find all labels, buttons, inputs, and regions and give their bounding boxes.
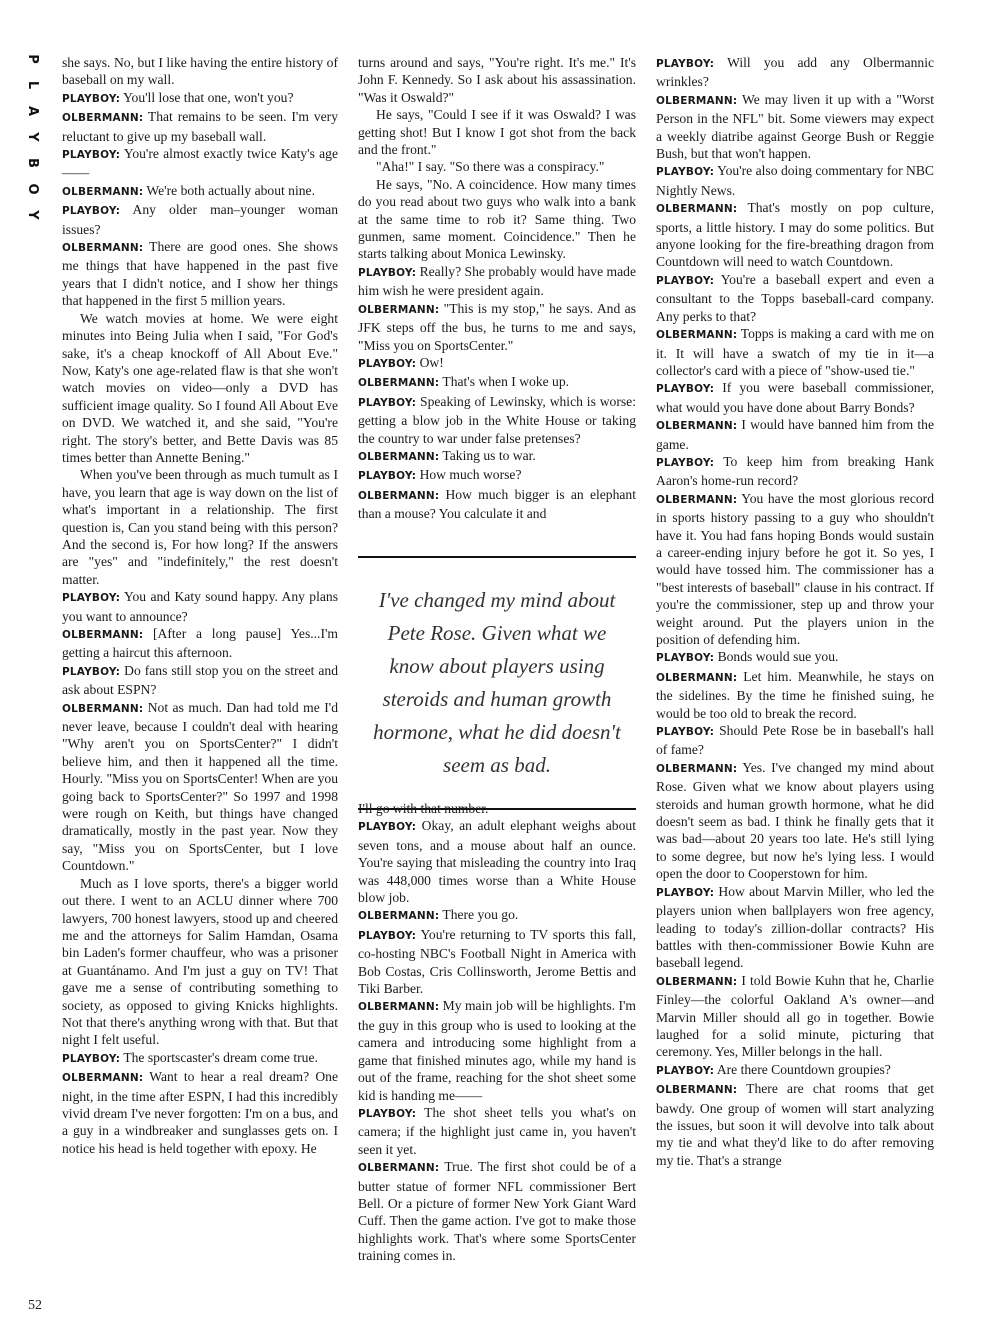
brand-letter: O — [25, 183, 40, 195]
paragraph — [358, 176, 636, 263]
paragraph — [358, 373, 636, 392]
paragraph-text: Ow! — [419, 354, 444, 370]
paragraph-text: When you've been through as much tumult as I have, you learn that age is way down on the list of what's important in a relationship. The first question is, Can you stand being with this person? And the second is, For how long? If the answers are "yes" and "indefinitely," the rest doesn't matter. — [62, 467, 338, 587]
paragraph-text: Any older man–younger woman issues? — [62, 202, 338, 237]
paragraph-text: I'll go with that number. — [358, 801, 489, 816]
speaker-label: OLBERMANN: — [656, 94, 738, 107]
paragraph-text: I told Bowie Kuhn that he, Charlie Finley—the colorful Oakland A's owner—and Marvin Miller should all go in together. Bowie laughed for a solid minute, picturing that ceremony. Yes, Miller belongs in the hall. — [656, 972, 934, 1060]
paragraph — [656, 490, 934, 649]
paragraph — [62, 201, 338, 238]
paragraph — [358, 997, 636, 1103]
paragraph — [656, 972, 934, 1061]
paragraph — [656, 91, 934, 163]
paragraph — [656, 325, 934, 379]
speaker-label: OLBERMANN: — [656, 203, 738, 216]
paragraph — [656, 453, 934, 490]
paragraph-text: To keep him from breaking Hank Aaron's home-run record? — [656, 453, 934, 489]
paragraph-text: How much bigger is an elephant than a mouse? You calculate it and — [358, 486, 636, 522]
column-2-bottom — [358, 800, 636, 1265]
speaker-label: PLAYBOY: — [358, 266, 417, 279]
speaker-label: PLAYBOY: — [358, 1107, 417, 1120]
paragraph-text: Yes. I've changed my mind about Rose. Given what we know about players using steroids and human growth hormone, what he did doesn't seem as bad. I think he finally gets that it was bad—about 20 years too late. He's still lying to some degree, but now he's lying less. I would open the door to Cooperstown for him. — [656, 759, 934, 882]
paragraph — [656, 1080, 934, 1169]
speaker-label: OLBERMANN: — [358, 303, 440, 316]
paragraph-text: The shot sheet tells you what's on camera; if the highlight just came in, you haven't seen it yet. — [358, 1104, 637, 1157]
paragraph — [358, 926, 636, 998]
paragraph — [62, 625, 338, 662]
paragraph-text: How about Marvin Miller, who led the players union when ballplayers won free agency, leading to today's zillion-dollar contracts? His battles with then-commissioner Bowie Kuhn are baseball legend. — [656, 883, 934, 971]
speaker-label: PLAYBOY: — [656, 166, 715, 179]
speaker-label: PLAYBOY: — [62, 149, 121, 162]
paragraph-text: I would have banned him from the game. — [656, 417, 934, 452]
speaker-label: PLAYBOY: — [656, 383, 715, 396]
paragraph-text: Let him. Meanwhile, he stays on the sidelines. By the time he finished suing, he would be too old to break the record. — [656, 668, 934, 721]
paragraph-text: That's mostly on pop culture, sports, a little history. I may do some politics. But anyone looking for the fire-breathing dragon from Countdown will need to watch Countdown. — [656, 200, 934, 270]
speaker-label: OLBERMANN: — [656, 762, 738, 775]
paragraph-text: There you go. — [442, 907, 519, 923]
paragraph-text: [After a long pause] Yes...I'm getting a haircut this afternoon. — [62, 626, 338, 661]
paragraph — [62, 145, 338, 182]
speaker-label: OLBERMANN: — [656, 329, 738, 342]
paragraph-text: There are chat rooms that get bawdy. One group of women will start analyzing the issues, but soon it will devolve into talk about my tie and what they'd like to do after removing my tie. That's a strange — [656, 1081, 934, 1168]
paragraph-text: Want to hear a real dream? One night, in the time after ESPN, I had this incredibly vivid dream I've never forgotten: I'm on a bus, and a guy in a windbreaker and sunglasses gets on. I notice his head is held together with epoxy. He — [62, 1069, 338, 1156]
paragraph-text: True. The first shot could be of a butter statue of former NFL commissioner Bert Bell. Or a picture of former New York Giant Ward Cuff. Then the game action. I've got to make those highlights work. That's where some SportsCenter training comes in. — [358, 1159, 636, 1264]
brand-letter: Y — [25, 210, 40, 220]
column-1 — [62, 54, 338, 1157]
speaker-label: OLBERMANN: — [656, 975, 738, 988]
speaker-label: PLAYBOY: — [358, 929, 417, 942]
paragraph — [358, 1104, 636, 1158]
paragraph-text: Are there Countdown groupies? — [716, 1061, 891, 1077]
speaker-label: OLBERMANN: — [358, 489, 440, 502]
paragraph — [62, 310, 338, 467]
speaker-label: OLBERMANN: — [656, 671, 738, 684]
speaker-label: PLAYBOY: — [358, 470, 417, 483]
paragraph-text: My main job will be highlights. I'm the guy in this group who is used to looking at the camera and introducing some highlight from a game that finished minutes ago, while my hand is out of the frame, reaching for the shot sheet some kid is handing me—— — [358, 998, 636, 1103]
paragraph-text: Okay, an adult elephant weighs about seven tons, and a mouse about half an ounce. You're saying that misleading the country into Iraq was 448,000 times worse than a White House blow job. — [358, 818, 636, 906]
pull-quote-box — [358, 556, 636, 810]
paragraph-text: He says, "No. A coincidence. How many times do you read about two guys who walk into a bank at the same time to rob it? Same thing. Two gunmen, same moment. Coincidence." Then he starts talking about Monica Lewinsky. — [358, 176, 636, 262]
paragraph — [62, 466, 338, 588]
paragraph — [656, 759, 934, 883]
paragraph-text: You're almost exactly twice Katy's age—— — [62, 146, 338, 181]
paragraph-text: You're returning to TV sports this fall, co-hosting NBC's Football Night in America with Bob Costas, Cris Collinsworth, Jerome Bettis and Tiki Barber. — [358, 926, 636, 997]
speaker-label: OLBERMANN: — [358, 450, 440, 463]
speaker-label: PLAYBOY: — [656, 652, 715, 665]
brand-letter: A — [25, 105, 40, 117]
paragraph-text: You're also doing commentary for NBC Nightly News. — [656, 163, 934, 198]
paragraph — [656, 271, 934, 325]
paragraph — [358, 1158, 636, 1264]
paragraph — [62, 875, 338, 1049]
paragraph-text: He says, "Could I see if it was Oswald? I was getting shot! But I know I got shot from the back and the front." — [358, 107, 636, 158]
speaker-label: OLBERMANN: — [656, 1084, 738, 1097]
paragraph-text: We may liven it up with a "Worst Person in the NFL" bit. Some viewers may expect a weekly diatribe against George Bush or Reggie Bush, but that won't happen. — [656, 91, 935, 162]
paragraph — [62, 182, 338, 201]
paragraph-text: Topps is making a card with me on it. It will have a swatch of my tie in it—a collector's card with a piece of "show-used tie." — [656, 326, 934, 378]
paragraph — [358, 158, 636, 175]
speaker-label: PLAYBOY: — [656, 1064, 715, 1077]
paragraph-text: Will you add any Olbermannic wrinkles? — [656, 55, 934, 90]
paragraph-text: "This is my stop," he says. And as JFK steps off the bus, he turns to me and says, "Miss you on SportsCenter." — [358, 300, 636, 353]
paragraph — [358, 817, 636, 906]
paragraph-text: Do fans still stop you on the street and ask about ESPN? — [62, 662, 338, 698]
paragraph-text: Bonds would sue you. — [717, 649, 839, 665]
paragraph — [358, 263, 636, 300]
paragraph — [358, 906, 636, 925]
paragraph — [358, 300, 636, 354]
paragraph — [62, 662, 338, 699]
paragraph — [62, 108, 338, 145]
paragraph — [358, 354, 636, 373]
paragraph-text: Should Pete Rose be in baseball's hall of fame? — [656, 723, 934, 758]
paragraph-text: turns around and says, "You're right. It's me." It's John F. Kennedy. So I ask about his assassination. "Was it Oswald?" — [358, 55, 636, 105]
paragraph — [656, 54, 934, 91]
paragraph-text: We watch movies at home. We were eight minutes into Being Julia when I said, "For God's sake, it's a cheap knockoff of All About Eve." Now, Katy's one age-related flaw is that she won't watch movies on video—only a DVD has sufficient image quality. So I found All About Eve on DVD. We watched it, and she said, "You're right. The story's better, and Bette Davis was 85 times better than Annette Bening." — [62, 310, 338, 465]
paragraph-text: You'll lose that one, won't you? — [123, 89, 294, 105]
brand-letter: L — [25, 80, 40, 90]
speaker-label: PLAYBOY: — [62, 665, 121, 678]
paragraph-text: That remains to be seen. I'm very reluctant to give up my baseball wall. — [62, 109, 338, 144]
speaker-label: PLAYBOY: — [358, 357, 417, 370]
paragraph — [656, 648, 934, 667]
paragraph-text: There are good ones. She shows me things that have happened in the past five years that I didn't notice, and I show her things that happened in the first 5 million years. — [62, 239, 339, 309]
brand-letter: P — [25, 54, 40, 64]
paragraph — [62, 1068, 338, 1157]
paragraph — [656, 199, 934, 271]
speaker-label: PLAYBOY: — [62, 592, 121, 605]
speaker-label: PLAYBOY: — [62, 1052, 121, 1065]
paragraph — [656, 162, 934, 199]
paragraph-text: Much as I love sports, there's a bigger world out there. I went to an ACLU dinner where 700 lawyers, 700 honest lawyers, stood up and cheered me and the attorneys for Salim Hamdan, Osama bin Laden's former chauffeur, who was a prisoner at Guantánamo. And I'm just a guy on TV! That gave me a sense of contributing something to society, as opposed to giving Knicks highlights. Not that there's anything wrong with that. But that night I felt useful. — [62, 875, 338, 1048]
speaker-label: PLAYBOY: — [358, 396, 417, 409]
paragraph — [62, 1049, 338, 1068]
paragraph — [656, 1061, 934, 1080]
paragraph — [656, 416, 934, 453]
column-3 — [656, 54, 934, 1169]
paragraph-text: Speaking of Lewinsky, which is worse: getting a blow job in the White House or taking the country to war under false pretenses? — [358, 393, 636, 446]
paragraph-text: You're a baseball expert and even a consultant to the Topps baseball-card company. Any perks to that? — [656, 271, 934, 324]
speaker-label: OLBERMANN: — [358, 377, 440, 390]
paragraph — [656, 668, 934, 722]
paragraph — [62, 54, 338, 89]
brand-letter: Y — [25, 132, 40, 142]
paragraph-text: How much worse? — [419, 467, 522, 483]
pull-quote: I've changed my mind about Pete Rose. Given what we know about players using steroids and human growth hormone, what he did doesn't seem as bad. — [373, 588, 621, 777]
paragraph — [358, 466, 636, 485]
speaker-label: OLBERMANN: — [62, 629, 144, 641]
paragraph — [62, 699, 338, 875]
speaker-label: OLBERMANN: — [358, 910, 440, 923]
paragraph-text: she says. No, but I like having the entire history of baseball on my wall. — [62, 55, 338, 88]
paragraph-text: You and Katy sound happy. Any plans you want to announce? — [62, 589, 338, 624]
speaker-label: OLBERMANN: — [358, 1162, 440, 1175]
speaker-label: PLAYBOY: — [62, 92, 121, 105]
paragraph — [656, 379, 934, 416]
paragraph-text: That's when I woke up. — [442, 374, 570, 390]
paragraph — [358, 106, 636, 158]
speaker-label: OLBERMANN: — [62, 242, 144, 255]
brand-letter: B — [25, 158, 40, 168]
speaker-label: PLAYBOY: — [656, 274, 715, 287]
speaker-label: OLBERMANN: — [656, 493, 738, 506]
paragraph — [656, 883, 934, 972]
paragraph-text: Not as much. Dan had told me I'd never leave, because I couldn't deal with hearing "Why aren't you on SportsCenter?" I didn't believe him, and then it happened all the time. Hourly. "Miss you on SportsCenter! When are you going back to SportsCenter?" So 1997 and 1998 were rough on Keith, but things have changed dramatically, mostly in the past year. Now they say, "Miss you on SportsCenter, but I love Countdown." — [62, 699, 339, 874]
paragraph — [358, 486, 636, 523]
paragraph-text: You have the most glorious record in sports history passing to a guy who shouldn't have it. You had fans hoping Bonds would sustain a career-ending injury before he got it. So yes, I would have tossed him. The commissioner has a "best interests of baseball" clause in his contract. If you're the commissioner, step up and throw your weight around. Put the players union in the position of defending him. — [656, 490, 934, 647]
speaker-label: PLAYBOY: — [656, 886, 715, 899]
paragraph-text: We're both actually about nine. — [146, 182, 315, 198]
paragraph — [358, 54, 636, 106]
paragraph-text: If you were baseball commissioner, what would you have done about Barry Bonds? — [656, 380, 935, 415]
paragraph-text: The sportscaster's dream come true. — [123, 1049, 318, 1065]
speaker-label: OLBERMANN: — [62, 112, 144, 125]
column-2-top — [358, 54, 636, 523]
speaker-label: PLAYBOY: — [62, 205, 121, 218]
paragraph-text: "Aha!" I say. "So there was a conspiracy." — [376, 159, 605, 175]
speaker-label: OLBERMANN: — [62, 1072, 144, 1085]
paragraph — [358, 393, 636, 447]
paragraph-text: Really? She probably would have made him wish he were president again. — [358, 263, 636, 299]
speaker-label: OLBERMANN: — [62, 185, 144, 198]
paragraph-text: Taking us to war. — [442, 447, 536, 463]
paragraph — [656, 722, 934, 759]
side-brand — [22, 46, 42, 228]
paragraph — [62, 588, 338, 625]
speaker-label: OLBERMANN: — [358, 1001, 440, 1014]
paragraph — [62, 238, 338, 310]
speaker-label: PLAYBOY: — [656, 456, 715, 469]
speaker-label: OLBERMANN: — [62, 702, 144, 715]
speaker-label: PLAYBOY: — [656, 726, 715, 739]
paragraph — [62, 89, 338, 108]
paragraph — [358, 447, 636, 466]
speaker-label: PLAYBOY: — [656, 58, 715, 70]
speaker-label: PLAYBOY: — [358, 821, 417, 834]
paragraph — [358, 800, 636, 817]
page-number: 52 — [28, 1298, 42, 1313]
speaker-label: OLBERMANN: — [656, 420, 738, 433]
